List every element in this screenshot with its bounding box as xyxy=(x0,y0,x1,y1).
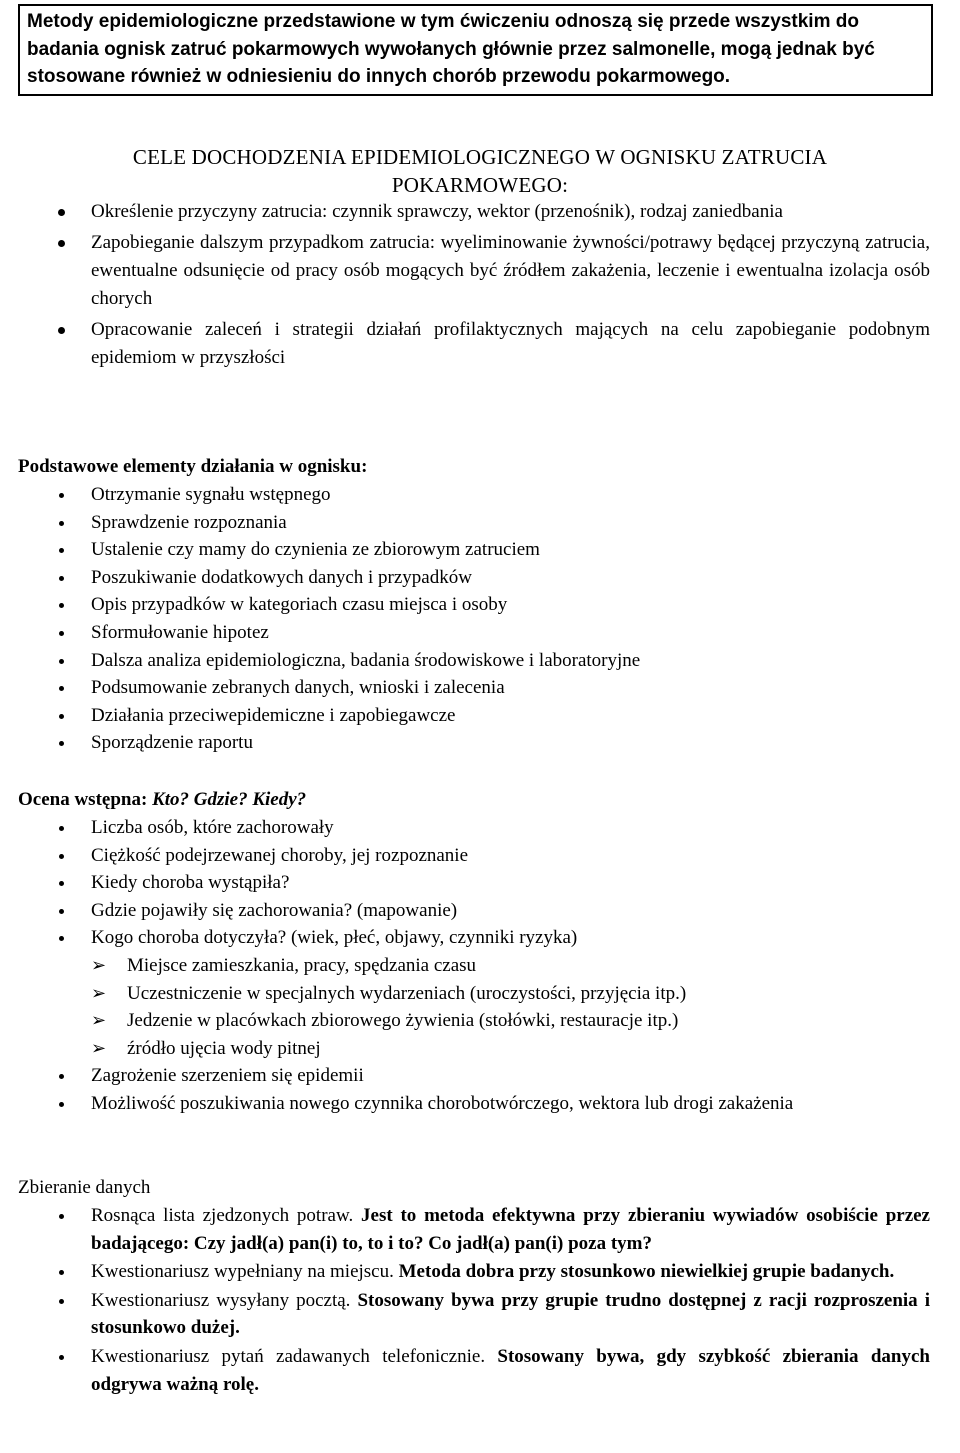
bullet-icon xyxy=(59,936,64,941)
list-item: Kogo choroba dotyczyła? (wiek, płeć, objawy, czynniki ryzyka) xyxy=(18,924,930,952)
bullet-icon xyxy=(59,1102,64,1107)
bullet-icon xyxy=(59,1214,64,1219)
bullet-icon xyxy=(58,240,65,247)
bullet-icon xyxy=(59,548,64,553)
list-item: Działania przeciwepidemiczne i zapobiegawcze xyxy=(18,702,930,730)
arrowhead-icon: ➢ xyxy=(91,1037,107,1058)
list-item: Ustalenie czy mamy do czynienia ze zbiorowym zatruciem xyxy=(18,536,930,564)
list-item: Liczba osób, które zachorowały xyxy=(18,814,930,842)
bullet-icon xyxy=(59,741,64,746)
list-item: Kwestionariusz wysyłany pocztą. Stosowany bywa przy grupie trudno dostępnej z racji rozproszenia i stosunkowo dużej. xyxy=(18,1287,930,1342)
goals-title-line2: POKARMOWEGO: xyxy=(391,173,569,197)
list-item: Gdzie pojawiły się zachorowania? (mapowanie) xyxy=(18,897,930,925)
sub-list-item: ➢ źródło ujęcia wody pitnej xyxy=(18,1035,930,1063)
bullet-icon xyxy=(59,1355,64,1360)
arrowhead-icon: ➢ xyxy=(91,1010,107,1031)
goal-item: Zapobieganie dalszym przypadkom zatrucia: wyeliminowanie żywności/potrawy będącej przyczyną zatrucia, ewentualne odsunięcie od pracy osób mogących być źródłem zakażenia, leczenie i ewentualna izolacja osób chorych xyxy=(18,229,930,313)
bullet-icon xyxy=(59,909,64,914)
list-item: Kwestionariusz wypełniany na miejscu. Metoda dobra przy stosunkowo niewielkiej grupie badanych. xyxy=(18,1258,930,1286)
bullet-icon xyxy=(59,659,64,664)
collection-list xyxy=(18,1202,930,1399)
bullet-icon xyxy=(59,854,64,859)
bullet-icon xyxy=(59,493,64,498)
bullet-icon xyxy=(59,826,64,831)
intro-box: Metody epidemiologiczne przedstawione w tym ćwiczeniu odnoszą się przede wszystkim do badania ognisk zatruć pokarmowych wywołanych głównie przez salmonelle, mogą jednak być stosowane również w odniesieniu do innych chorób przewodu pokarmowego. xyxy=(18,4,933,96)
list-item: Możliwość poszukiwania nowego czynnika chorobotwórczego, wektora lub drogi zakażenia xyxy=(18,1090,930,1118)
list-item: Kiedy choroba wystąpiła? xyxy=(18,869,930,897)
bullet-icon xyxy=(59,631,64,636)
sub-list-item: ➢ Jedzenie w placówkach zbiorowego żywienia (stołówki, restauracje itp.) xyxy=(18,1007,930,1035)
basics-list xyxy=(18,481,930,757)
bullet-icon xyxy=(59,576,64,581)
list-item: Rosnąca lista zjedzonych potraw. Jest to metoda efektywna przy zbieraniu wywiadów osobiście przez badającego: Czy jadł(a) pan(i) to, to i to? Co jadł(a) pan(i) poza tym? xyxy=(18,1202,930,1257)
bullet-icon xyxy=(59,1299,64,1304)
bullet-icon xyxy=(58,327,65,334)
sub-list-item: ➢ Miejsce zamieszkania, pracy, spędzania czasu xyxy=(18,952,930,980)
bullet-icon xyxy=(59,686,64,691)
goal-item: Określenie przyczyny zatrucia: czynnik sprawczy, wektor (przenośnik), rodzaj zaniedbania xyxy=(18,198,930,226)
list-item: Zagrożenie szerzeniem się epidemii xyxy=(18,1062,930,1090)
assessment-heading: Ocena wstępna: Kto? Gdzie? Kiedy? xyxy=(18,789,307,810)
arrowhead-icon: ➢ xyxy=(91,982,107,1003)
list-item: Kwestionariusz pytań zadawanych telefonicznie. Stosowany bywa, gdy szybkość zbierania danych odgrywa ważną rolę. xyxy=(18,1343,930,1398)
bullet-icon xyxy=(59,521,64,526)
bullet-icon xyxy=(58,209,65,216)
arrowhead-icon: ➢ xyxy=(91,954,107,975)
list-item: Sformułowanie hipotez xyxy=(18,619,930,647)
bullet-icon xyxy=(59,714,64,719)
list-item: Sprawdzenie rozpoznania xyxy=(18,509,930,537)
goal-item: Opracowanie zaleceń i strategii działań profilaktycznych mających na celu zapobieganie podobnym epidemiom w przyszłości xyxy=(18,316,930,372)
list-item: Opis przypadków w kategoriach czasu miejsca i osoby xyxy=(18,591,930,619)
goals-title-line1: CELE DOCHODZENIA EPIDEMIOLOGICZNEGO W OGNISKU ZATRUCIA xyxy=(132,145,828,169)
list-item: Poszukiwanie dodatkowych danych i przypadków xyxy=(18,564,930,592)
assessment-list xyxy=(18,814,930,1118)
goals-list xyxy=(18,198,930,375)
list-item: Podsumowanie zebranych danych, wnioski i zalecenia xyxy=(18,674,930,702)
list-item: Dalsza analiza epidemiologiczna, badania środowiskowe i laboratoryjne xyxy=(18,647,930,675)
bullet-icon xyxy=(59,1074,64,1079)
bullet-icon xyxy=(59,881,64,886)
assessment-questions: Kto? Gdzie? Kiedy? xyxy=(152,789,307,810)
basics-heading: Podstawowe elementy działania w ognisku: xyxy=(18,456,368,477)
sub-list-item: ➢ Uczestniczenie w specjalnych wydarzeniach (uroczystości, przyjęcia itp.) xyxy=(18,980,930,1008)
bullet-icon xyxy=(59,1270,64,1275)
list-item: Otrzymanie sygnału wstępnego xyxy=(18,481,930,509)
collection-heading: Zbieranie danych xyxy=(18,1177,151,1198)
bullet-icon xyxy=(59,603,64,608)
list-item: Sporządzenie raportu xyxy=(18,729,930,757)
list-item: Ciężkość podejrzewanej choroby, jej rozpoznanie xyxy=(18,842,930,870)
